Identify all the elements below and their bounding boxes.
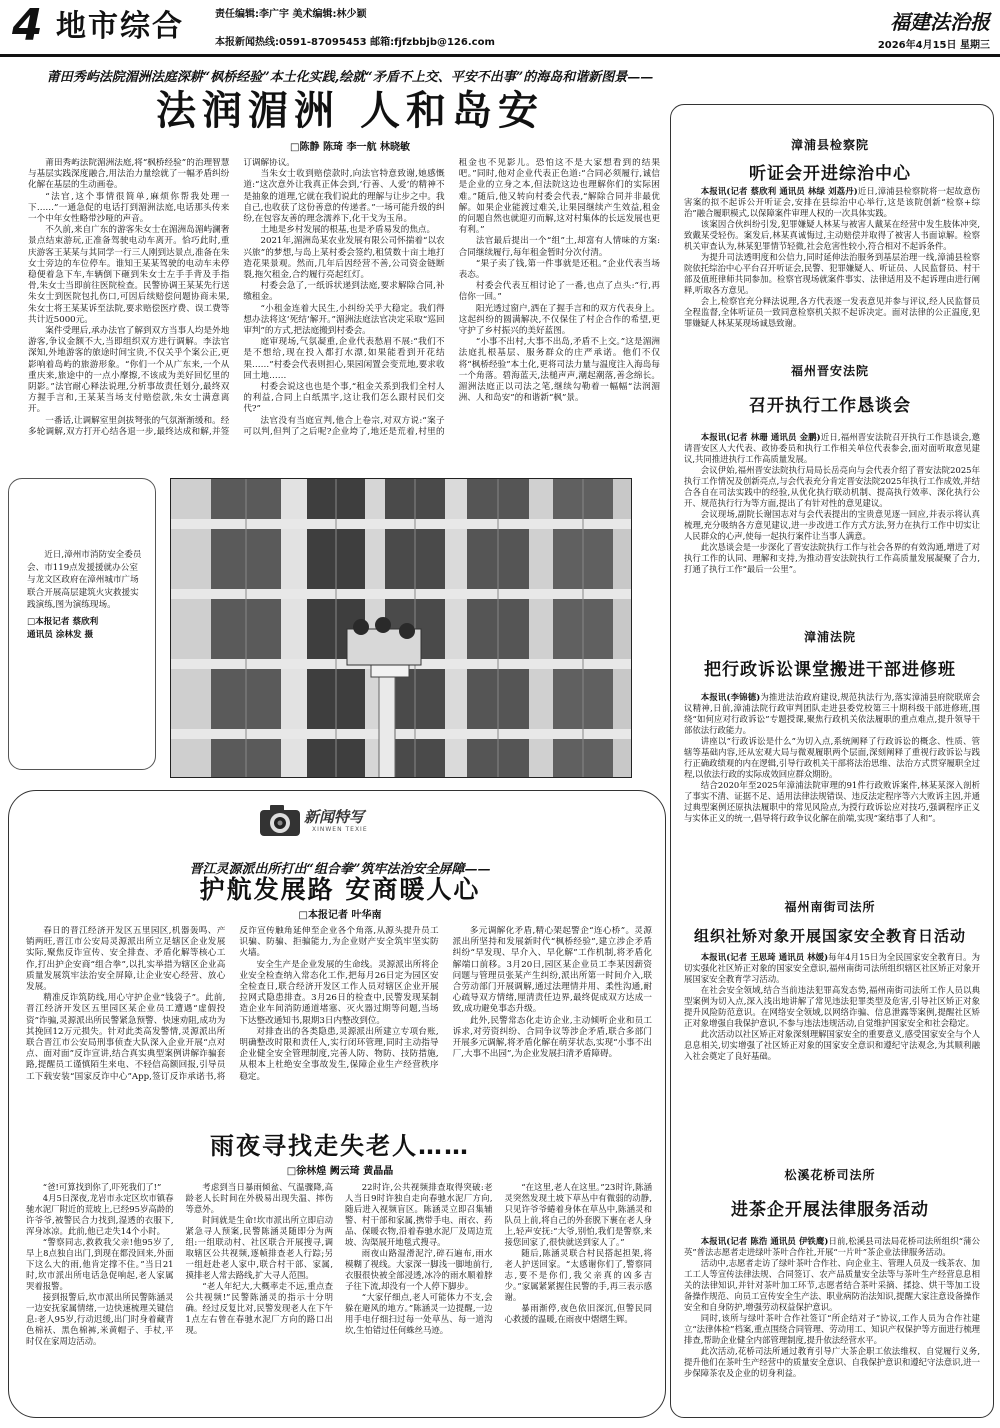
paragraph: 多元调解化矛盾,精心架起警企“连心桥”。灵源派出所坚持和发展新时代“枫桥经验”,建立涉企矛盾纠纷“早发现、早介入、早化解”工作机制,将矛盾化解端口前移。3月20日,园区某企业员工李某因薪资问题与管理员张某产生纠纷,派出所第一时间介入,联合劳动部门开展调解,通过法理情并用、柔性沟通,耐心疏导双方情绪,厘清责任边界,最终促成双方达成一致,成功避免事态升级。 <box>452 926 652 1015</box>
paragraph: 结合2020年至2025年漳浦法院审理的91件行政败诉案件,林某某深入剖析了事实不清、证据不足、适用法律法规错误、违反法定程序等六大败诉主因,并通过典型案例还原执法履职中的常见风险点,为授行政诉讼应对技巧,强调程序正义与实体正义的统一,倡导将行政争议化解在前端,实现“案结事了人和”。 <box>684 780 980 823</box>
section-title: 地市综合 <box>56 9 184 44</box>
paragraph: 法官最后提出一个“组”土,却富有人情味的方案:合同继续履行,每年租金暂时分次付清。 <box>458 236 660 258</box>
paragraph: “老人年纪大,大概率走不远,重点查公共视频!”民警陈涵灵的指示十分明确。经过反复比对,民警发现老人在下午1点左右曾在春驰水泥厂方向的路口出现。 <box>185 1281 333 1335</box>
paragraph: “小租金连着大民生,小纠纷关乎大稳定。我们得想办法将这‘死结’解开。”湄洲法庭法官决定采取“巡回审判”的方式,把法庭搬到村委会。 <box>243 303 445 337</box>
paragraph: 近日,漳浦县检察院将一起故意伤害案的拟不起诉公开听证会,安排在县综治中心举行,这是该院创新“检察+综治”融合履职模式,以保障案件审理人权的一次具体实践。 <box>684 186 980 218</box>
paragraph: 22时许,公共视频排查取得突破:老人当日9时许独自走向春驰水泥厂方向,随后进入视频盲区。陈涵灵立即召集辅警、村干部和家属,携带手电、雨衣、药品、保暖衣物,沿着春驰水泥厂及周边荒坡、沟渠展开地毯式搜寻。 <box>345 1182 493 1247</box>
photo-caption-box <box>8 478 156 770</box>
brief-header <box>680 898 980 946</box>
paragraph: 法官没有当庭宣判,他合上卷宗,对双方说:“案子可以判,但判了之后呢?企业垮了,地还是荒着,村里的租金也不见影儿。恐怕这不是大家想看到的结果吧。”同时,他对企业代表正色道:“合同必须履行,诚信是企业的立身之本,但法院这边也理解你们的实际困难。”随后,他又转向村委会代表,“解除合同并非最优解。如果企业能渡过难关,让果园继续产生效益,租金的问题自然也就迎刃而解,这对村集体的长远发展也更有利。” <box>243 158 660 437</box>
paragraph: 活动中,志愿者走访了绿叶茶叶合作社、向企业主、管理人员及一线茶农、加工工人等宣传法律法规、合同签订、农产品质量安全法等与茶叶生产经营息息相关的法律知识,并针对茶叶加工环节,志愿者结合茶叶采摘、揉捻、烘干等加工设备操作规范、向员工宣传安全生产法、职业病防治法知识,提醒大家注意设备操作安全和自身防护,增强劳动权益保护意识。 <box>684 1258 980 1312</box>
paragraph: 日前,松溪县司法局花桥司法所组织“蒲公英”普法志愿者走进绿叶茶叶合作社,开展“一片叶”茶企业法律服务活动。 <box>684 1236 980 1257</box>
paragraph: 为提升司法透明度和公信力,同时延伸法治服务到基层治理一线,漳浦县检察院依托综治中心平台召开听证会,民警、犯罪嫌疑人、听证员、人民监督员、村干部及值班律师共同参加。检察官现场就案件事实、法律适用及不起诉理由进行阐释,听取各方意见。 <box>684 252 980 295</box>
paragraph: “爸!可算找到你了,吓死我们了!” <box>42 1182 162 1192</box>
paragraph: 不久前,来自广东的游客朱女士在湄洲岛湄屿澜奢景点结束游玩,正准备驾驶电动车离开。恰巧此时,重庆游客王某某与其同学一行三人刚到达景点,准备在朱女士旁边的车位停车。谁知王某某驾驶的电动车未停稳便着急下车,车辆倒下砸到朱女士左手手背及手指骨,朱女士当即前往医院检查。民警协调王某某先行送朱女士到医院包扎伤口,可因后续赔偿问题协商未果,朱女士将王某某诉至法院,要求赔偿医疗费、误工费等共计近5000元。 <box>28 225 230 325</box>
paragraph: 一番话,让调解室里剑拔弩张的气氛渐渐缓和。经多轮调解,双方打开心结各退一步,最终达成和解,并签订调解协议。 <box>28 158 295 437</box>
paragraph: 在社会安全领域,结合当前违法犯罪高发态势,福州南街司法所工作人员以典型案例为切入点,深入浅出地讲解了常见违法犯罪类型及危害,引导社区矫正对象提升风险防范意识。在网络安全领域,以网络诈骗、信息泄露等案例,提醒社区矫正对象增强自我保护意识,不参与违法违规活动,自觉维护国家安全和社会稳定。 <box>684 985 980 1028</box>
paragraph: 随后,陈涵灵联合村民搭起担架,将老人护送回家。“太感谢你们了,警察同志,要不是你们,我父亲真的凶多吉少。”家属紧紧握住民警的手,再三表示感谢。 <box>504 1248 652 1302</box>
paragraph: 会议伊始,福州晋安法院执行局局长岳亮向与会代表介绍了晋安法院2025年执行工作情况及创新亮点,与会代表充分肯定晋安法院2025年执行工作成效,并结合各自在司法实践中的经验,从优化执行联动机制、提高执行效率、深化执行公开、规范执行行为等方面,提出了有针对性的意见建议。 <box>684 465 980 508</box>
page-number: 4 <box>12 0 43 51</box>
editor-credits: 责任编辑:李广宇 美术编辑:林少颖 <box>215 9 367 20</box>
brief-org: 福州晋安法院 <box>790 364 869 378</box>
paragraph: 此次活动以社区矫正对象深刻理解国家安全的重要意义,感受国家安全与个人息息相关,切实增强了社区矫正对象的国家安全意识和遵纪守法观念,为其顺利融入社会奠定了良好基础。 <box>684 1029 980 1061</box>
paragraph: 精准反诈筑防线,用心守护企业“钱袋子”。此前,晋江经济开发区五里园区某企业员工遭遇“虚假投资”诈骗,灵源派出所民警紧急预警、快速劝阻,成功为其挽回12万元损失。针对此类高发警情,灵源派出所联合晋江市公安局刑事侦查大队深入企业开展“点对点、面对面”反诈宣讲,结合真实典型案例讲解诈骗套路,提醒员工谨慎陌生来电、不轻信高额回报,引导员工下载安装“国家反诈中心”App,签订反诈承诺书,将反诈宣传触角延伸至企业各个角落,从源头提升员工识骗、防骗、拒骗能力,为企业财产安全筑牢坚实防火墙。 <box>26 926 439 1082</box>
masthead-rule <box>0 54 1000 57</box>
paragraph: 近日,福州晋安法院召开执行工作恳谈会,邀请晋安区人大代表、政协委员和执行工作相关单位代表参会,面对面听取意见建议,共同推进执行工作高质量发展。 <box>684 432 980 464</box>
brief-title: 进茶企开展法律服务活动 <box>731 1200 929 1220</box>
story-body <box>26 1182 652 1410</box>
brief-org: 漳浦县检察院 <box>790 138 869 152</box>
paragraph: 为推进法治政府建设,规范执法行为,落实漳浦县府院联席会议精神,日前,漳浦法院行政审判团队走进县委党校第三十期科级干部进修班,围绕“如何应对行政诉讼”专题授课,聚焦行政机关依法履职的重点难点,提升领导干部依法行政能力。 <box>684 692 980 735</box>
brief-org: 松溪花桥司法所 <box>784 1168 876 1182</box>
camera-icon <box>258 802 302 838</box>
brief-header <box>680 1166 980 1220</box>
paragraph: 此外,民警常态化走访企业,主动倾听企业和员工诉求,对劳资纠纷、合同争议等涉企矛盾,联合多部门开展多元调解,将矛盾化解在萌芽状态,实现“小事不出厂,大事不出园”,为企业发展扫清矛盾障碍。 <box>452 1015 652 1060</box>
paragraph: 村委会急了,一纸诉状递到法庭,要求解除合同,补缴租金。 <box>243 281 445 303</box>
paragraph: 对排查出的各类隐患,灵源派出所建立专项台账,明确整改时限和责任人,实行闭环管理,同时主动指导企业健全安全管理制度,完善人防、物防、技防措施,从根本上杜绝安全事故发生,保障企业生产经营秩序稳定。 <box>239 1026 439 1082</box>
paragraph: 会上,检察官充分释法说理,各方代表逐一发表意见并参与评议,经人民监督员全程监督,全体听证员一致同意检察机关拟不起诉决定。面对法律的公正温度,犯罪嫌疑人林某某现场诚恳致谢。 <box>684 296 980 328</box>
issue-date: 2026年4月15日 星期三 <box>877 40 990 51</box>
paragraph: 考虑到当日暴雨倾盆、气温骤降,高龄老人长时间在外极易出现失温、摔伤等意外。 <box>185 1182 333 1214</box>
paragraph: 案件受理后,承办法官了解到双方当事人均是外地游客,争议金额不大,当即组织双方进行调解。李法官深知,外地游客的旅途时间宝贵,不仅关乎个案公正,更影响着岛屿的旅游形象。“你们一个从广东来,一个从重庆来,旅途中的一点小摩擦,不该成为美好回忆里的阴影。”法官耐心释法说理,分析事故责任划分,最终双方握手言和,王某某当场支付赔偿款,朱女士满意离开。 <box>28 326 230 415</box>
brief-title: 把行政诉讼课堂搬进干部进修班 <box>704 660 956 680</box>
paragraph: 雨夜山路湿滑泥泞,碎石遍布,雨水模糊了视线。大家深一脚浅一脚地前行,衣服很快被全部浸透,冰冷的雨水顺着脖子往下流,却没有一个人停下脚步。 <box>345 1248 493 1291</box>
paragraph: 村委会说这也也是个事,“租金关系到我们全村人的利益,合同上白纸黑字,这让我们怎么跟村民们交代?” <box>243 382 445 415</box>
news-photo-firefighter-drill <box>170 478 632 778</box>
paragraph: 讲座以“行政诉讼是什么”为切入点,系统阐释了行政诉讼的概念、性质、管辖等基础内容,还从宏观大局与微观履职两个层面,深刻阐释了重视行政诉讼与践行正确政绩观的内在逻辑,引导行政机关干部将法治思维、法治方式贯穿履职全过程,以依法行政的实际成效回应群众期盼。 <box>684 736 980 779</box>
story-byline: □本报记者 叶华南 <box>298 910 382 921</box>
photo-credit: □本报记者 蔡欣利 通讯员 涂林发 摄 <box>27 616 99 640</box>
brief-lead-tag: 本报讯(李锦德) <box>700 692 761 702</box>
brief-body <box>684 1236 980 1410</box>
paragraph: “小事不出村,大事不出岛,矛盾不上交。”这是湄洲法庭扎根基层、服务群众的庄严承诺。他们不仅将“枫桥经验”本土化,更将司法力量与温度注入海岛每一个角落。碧海蓝天,法槌声声,潮起潮落,善念绵长。湄洲法庭正以司法之笔,继续勾勒着一幅幅“法润湄洲、人和岛安”的和谐新“枫”景。 <box>458 337 660 404</box>
brief-title: 组织社矫对象开展国家安全教育日活动 <box>693 927 966 945</box>
brief-title: 召开执行工作恳谈会 <box>749 396 911 416</box>
paragraph: 当朱女士收到赔偿款时,向法官特意致谢,她感慨道:“这次意外让我真正体会到,‘行善、人爱’的精神不是抽象的道理,它就在我们说此的理解与让步之中。我自己,也收获了这份善意的传递者。”一场可能升级的纠纷,在包容友善的理念濡养下,化干戈为玉帛。 <box>243 169 445 225</box>
feature-badge-pinyin: XINWEN TEXIE <box>312 826 368 833</box>
paragraph: 庭审现场,气氛凝重,企业代表愁眉不展:“我们不是不想给,现在投入都打水漂,如果能看到开花结果……”村委会代表则担心,果园闲置会变荒地,要求收回土地…… <box>243 337 445 381</box>
brief-org: 福州南街司法所 <box>784 900 876 914</box>
paragraph: 接到报警后,坎市派出所民警陈涵灵一边安抚家属情绪,一边快速梳理关键信息:老人95岁,行动迟缓,出门时身着藏青色棉袄、黑色棉裤,米黄帽子、手杖,平时仅在家周边活动。 <box>26 1292 174 1346</box>
paragraph: 2021年,湄洲岛某农业发展有限公司怀揣着“以农兴旅”的梦想,与岛上某村委会签约,租赁数十亩土地打造花果景观。然而,几年后因经营不善,公司资金链断裂,拖欠租金,合约履行亮起红灯。 <box>243 236 445 281</box>
brief-header <box>680 136 980 184</box>
brief-body <box>684 432 980 616</box>
lead-headline: 法润湄洲 人和岛安 <box>156 88 544 134</box>
paragraph: 暴雨渐停,夜色依旧深沉,但警民同心救援的温暖,在雨夜中熠熠生辉。 <box>504 1303 652 1324</box>
paragraph: 同时,该所与绿叶茶叶合作社签订“所企结对子”协议,工作人员为合作社建立“法律体检”档案,重点围绕合同管理、劳动用工、知识产权保护等方面进行梳理排查,帮助企业健全内部管理制度,提升依法经营水平。 <box>684 1313 980 1345</box>
brief-org: 漳浦法院 <box>803 630 856 644</box>
paragraph: 安全生产是企业发展的生命线。灵源派出所将企业安全检查纳入常态化工作,把每月26日定为园区安全检查日,联合经济开发区工作人员对辖区企业开展拉网式隐患排查。3月26日的检查中,民警发现某制造企业车间消防通道堵塞、灭火器过期等问题,当场下达整改通知书,限期3日内整改到位。 <box>239 959 439 1026</box>
lead-article-body <box>28 158 660 458</box>
paragraph: 会议现场,副院长谢国志对与会代表提出的宝贵意见逐一回应,并表示将认真梳理,充分吸纳各方意见建议,进一步改进工作方式方法,努力在执行工作中切实让人民群众的心声,使每一起执行案件让当事人满意。 <box>684 509 980 541</box>
paragraph: 春日的晋江经济开发区五里园区,机器轰鸣、产销两旺,晋江市公安局灵源派出所立足辖区企业发展实际,聚焦反诈宣传、安全排查、矛盾化解等核心工作,打出护企安商“组合拳”,以扎实举措为辖区企业高质量发展筑牢法治安全屏障,让企业安心经营、放心发展。 <box>26 926 226 993</box>
story-headline: 护航发展路 安商暖人心 <box>199 875 481 904</box>
paragraph: “在这里,老人在这里。”23时许,陈涵灵突然发现土坡下草丛中有微弱的动静,只见许爷爷蜷着身体在草丛中,陈涵灵和队员上前,将自己的外套脱下裹在老人身上,轻声安抚:“大爷,别怕,我们是警察,来接您回家了,很快就送到家人了。” <box>504 1182 652 1247</box>
news-hotline: 本报新闻热线:0591-87095453 邮箱:fjfzbbjb@126.com <box>215 37 495 48</box>
brief-title: 听证会开进综治中心 <box>749 164 911 184</box>
brief-header <box>680 628 980 680</box>
paragraph: 该案因合伙纠纷引发,犯罪嫌疑人林某与被害人戴某在经营中发生肢体冲突,致戴某受轻伤。案发后,林某真诚悔过,主动赔偿并取得了被害人书面谅解。检察机关审查认为,林某犯罪情节轻微,社会危害性较小,符合相对不起诉条件。 <box>684 219 980 251</box>
brief-body <box>684 952 980 1122</box>
brief-lead-tag: 本报讯(记者 林珊 通讯员 金鹏) <box>700 432 821 442</box>
paragraph: 每年4月15日为全民国家安全教育日。为切实强化社区矫正对象的国家安全意识,福州南街司法所组织辖区社区矫正对象开展国家安全教育学习活动。 <box>684 952 980 984</box>
building-facade-illustration <box>171 479 632 778</box>
paragraph: 土地是乡村发展的根基,也是矛盾易发的焦点。 <box>260 225 436 236</box>
photo-caption: 近日,漳州市消防安全委员会、市119点发援援就办公室与龙文区政府在漳州城市广场联合开展高层建筑火灾救援实践演练,图为演练现场。 <box>27 550 142 611</box>
paragraph: 此次活动,花桥司法所通过教育引导广大茶企职工依法维权、自觉履行义务,提升他们在茶叶生产经营中的质量安全意识、自我保护意识和遵纪守法意识,进一步保障茶农及企业的切身利益。 <box>684 1346 980 1378</box>
paper-logo: 福建法治报 <box>890 10 990 34</box>
paragraph: 4月5日深夜,龙岩市永定区坎市镇春驰水泥厂附近的荒坡上,已经95岁高龄的许爷爷,被警民合力找到,湿透的衣服下,浑身冰凉。此前,他已走失14个小时。 <box>26 1193 174 1236</box>
lead-byline: □陈静 陈琦 李一航 林晓敏 <box>290 142 410 153</box>
brief-lead-tag: 本报讯(记者 陈浩 通讯员 伊铁鹰) <box>700 1236 829 1246</box>
paragraph: 时间就是生命!坎市派出所立即启动紧急寻人预案,民警陈涵灵随即分为两组:一组联动村、社区联合开展搜寻,调取辖区公共视频,逐帧排查老人行踪;另一组赶赴老人家中,联合村干部、家属,摸排老人常去路线,扩大寻人范围。 <box>185 1215 333 1280</box>
story-byline: □徐林煌 阙云琦 黄晶晶 <box>286 1166 394 1177</box>
feature-badge-label: 新闻特写 <box>304 808 365 826</box>
story-body <box>26 926 652 1140</box>
paragraph: 阳光透过窗户,洒在了握手言和的双方代表身上。这起纠纷的圆满解决,不仅保住了村企合作的希望,更守护了乡村振兴的美好蓝图。 <box>458 303 660 337</box>
brief-lead-tag: 本报讯(记者 蔡欣利 通讯员 林绿 刘荔丹) <box>700 186 858 196</box>
paragraph: 莆田秀屿法院湄洲法庭,将“枫桥经验”的治理智慧与基层实践深度融合,用法治力量绘就了一幅矛盾纠纷化解在基层的生动画卷。 <box>28 158 230 191</box>
paragraph: “法官,这个事情很简单,麻烦你帮我处理一下……”一通急促的电话打到湄洲法庭,电话那头传来一个中年女性略带沙哑的声音。 <box>28 191 230 225</box>
paragraph: “果子卖了钱,第一件事就是还租。”企业代表当场表态。 <box>458 258 660 281</box>
brief-body <box>684 186 980 350</box>
paragraph: 村委会代表互相讨论了一番,也点了点头:“行,再信你一回。” <box>458 281 660 303</box>
brief-body <box>684 692 980 878</box>
paragraph: “大家仔细点,老人可能体力不支,会躲在避风的地方。”陈涵灵一边提醒,一边用手电仔细扫过每一处草丛、每一道沟坎,生怕错过任何蛛丝马迹。 <box>345 1292 493 1335</box>
brief-header <box>680 362 980 416</box>
story-headline: 雨夜寻找走失老人…… <box>210 1132 470 1160</box>
feature-badge <box>258 800 398 840</box>
paragraph: “警察同志,救救我父亲!他95岁了,早上8点独自出门,到现在都没回来,外面下这么大的雨,他肯定撑不住。”当日21时,坎市派出所电话急促响起,老人家属哭着报警。 <box>26 1237 174 1291</box>
story-kicker: 晋江灵源派出所打出“组合拳”筑牢法治安全屏障—— <box>189 862 491 877</box>
paragraph: 此次恳谈会是一步深化了晋安法院执行工作与社会各界的有效沟通,增进了对执行工作的认同、理解和支持,为推动晋安法院执行工作高质量发展凝聚了合力,打通了执行工作“最后一公里”。 <box>684 542 980 574</box>
brief-lead-tag: 本报讯(记者 王思琦 通讯员 林媛) <box>700 952 829 962</box>
lead-kicker: 莆田秀屿法院湄洲法庭深耕“枫桥经验”本土化实践,绘就“矛盾不上交、平安不出事”的海岛和谐新图景—— <box>46 70 654 85</box>
